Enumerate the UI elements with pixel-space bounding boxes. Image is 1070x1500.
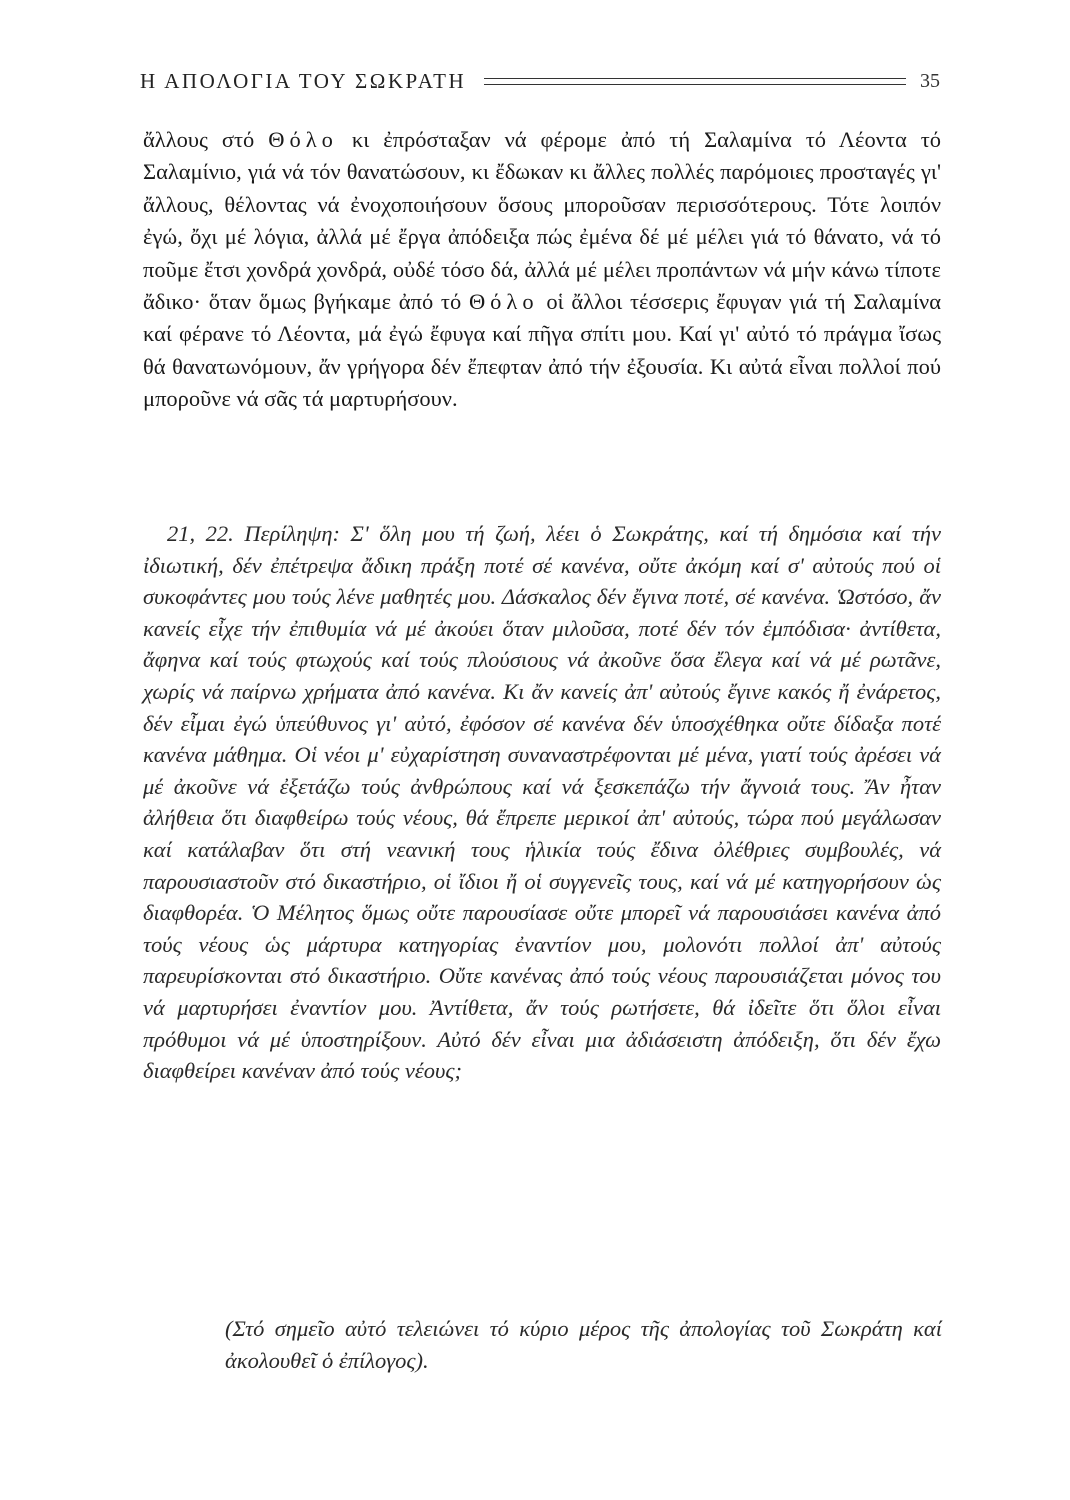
main-paragraph-text-c: οἱ ἄλλοι τέσσερις ἔφυγαν γιά τή Σαλαμίνα καί φέρανε τό Λέοντα, μά ἐγώ ἔφυγα καί πῆγα σπίτι μου. Καί γι' αὐτό τό πράγμα ἴσως θά θανατωνόμουν, ἄν γρήγορα δέν ἔπεφταν ἀπό τήν ἐξουσία. Κι αὐτά εἶναι πολλοί πού μποροῦνε νά σᾶς τά μαρτυρήσουν. — [143, 289, 941, 412]
summary-paragraph: 21, 22. Περίληψη: Σ' ὅλη μου τή ζωή, λέει ὁ Σωκράτης, καί τή δημόσια καί τήν ἰδιωτική, δέν ἐπέτρεψα ἄδικη πράξη ποτέ σέ κανένα, οὔτε ἀκόμη καί σ' αὐτούς πού οἱ συκοφάντες μου τούς λένε μαθητές μου. Δάσκαλος δέν ἔγινα ποτέ, σέ κανένα. Ὡστόσο, ἄν κανείς εἶχε τήν ἐπιθυμία νά μέ ἀκούει ὅταν μιλοῦσα, ποτέ δέν τόν ἐμπόδισα· ἀντίθετα, ἄφηνα καί τούς φτωχούς καί τούς πλούσιους νά ἀκοῦνε ὅσα ἔλεγα καί νά μέ ρωτᾶνε, χωρίς νά παίρνω χρήματα ἀπό κανένα. Κι ἄν κανείς ἀπ' αὐτούς ἔγινε κακός ἤ ἐνάρετος, δέν εἶμαι ἐγώ ὑπεύθυνος γι' αὐτό, ἐφόσον σέ κανένα δέν ὑποσχέθηκα οὔτε δίδαξα ποτέ κανένα μάθημα. Οἱ νέοι μ' εὐχαρίστηση συναναστρέφονται μέ μένα, γιατί τούς ἀρέσει νά μέ ἀκοῦνε νά ἐξετάζω τούς ἀνθρώπους καί νά ξεσκεπάζω τήν ἄγνοιά τους. Ἄν ἦταν ἀλήθεια ὅτι διαφθείρω τούς νέους, θά ἔπρεπε μερικοί ἀπ' αὐτούς, τώρα πού μεγάλωσαν καί κατάλαβαν ὅτι στή νεανική τους ἡλικία τούς ἔδινα ὀλέθριες συμβουλές, νά παρουσιαστοῦν στό δικαστήριο, οἱ ἴδιοι ἤ οἱ συγγενεῖς τους, καί νά μέ κατηγορήσουν ὡς διαφθορέα. Ὁ Μέλητος ὅμως οὔτε παρουσίασε οὔτε μπορεῖ νά παρουσιάσει κανένα ἀπό τούς νέους ὡς μάρτυρα κατηγορίας ἐναντίον μου, μολονότι πολλοί ἀπ' αὐτούς παρευρίσκονται στό δικαστήριο. Οὔτε κανένας ἀπό τούς νέους παρουσιάζεται μόνος του νά μαρτυρήσει ἐναντίον μου. Ἀντίθετα, ἄν τούς ρωτήσετε, θά ἰδεῖτε ὅτι ὅλοι εἶναι πρόθυμοι νά μέ ὑποστηρίξουν. Αὐτό δέν εἶναι μια ἀδιάσειστη ἀπόδειξη, ὅτι δέν ἔχω διαφθείρει κανέναν ἀπό τούς νέους; — [143, 521, 941, 1084]
header-double-rule — [484, 78, 906, 85]
main-paragraph-text-b: κι ἐπρόσταξαν νά φέρομε ἀπό τή Σαλαμίνα τό Λέοντα τό Σαλαμίνιο, γιά νά τόν θανατώσουν, κι ἔδωκαν κι ἄλλες πολλές παρόμοιες προσταγές γι' ἄλλους, θέλοντας νά ἐνοχοποιήσουν ὅσους μποροῦσαν περισσότερους. Τότε λοιπόν ἐγώ, ὄχι μέ λόγια, ἀλλά μέ ἔργα ἀπόδειξα πώς ἐμένα δέ μέ μέλει γιά τό θάνατο, νά τό ποῦμε ἔτσι χονδρά χονδρά, οὐδέ τόσο δά, ἀλλά μέ μέλει προπάντων νά μήν κάνω τίποτε ἄδικο· ὅταν ὅμως βγήκαμε ἀπό τό — [143, 127, 942, 315]
main-paragraph — [143, 124, 941, 416]
running-header — [140, 66, 940, 96]
running-title: Η ΑΠΟΛΟΓΙΑ ΤΟΥ ΣΩΚΡΑΤΗ — [140, 68, 467, 93]
spaced-emphasis-tholos-2: Θόλο — [468, 289, 539, 315]
page-number: 35 — [920, 69, 940, 92]
spaced-emphasis-tholos: Θόλο — [268, 127, 338, 152]
closing-note: (Στό σημεῖο αὐτό τελειώνει τό κύριο μέρος τῆς ἀπολογίας τοῦ Σωκράτη καί ἀκολουθεῖ ὁ ἐπίλογος). — [225, 1316, 942, 1373]
main-paragraph-text-a: ἄλλους στό — [143, 127, 269, 152]
